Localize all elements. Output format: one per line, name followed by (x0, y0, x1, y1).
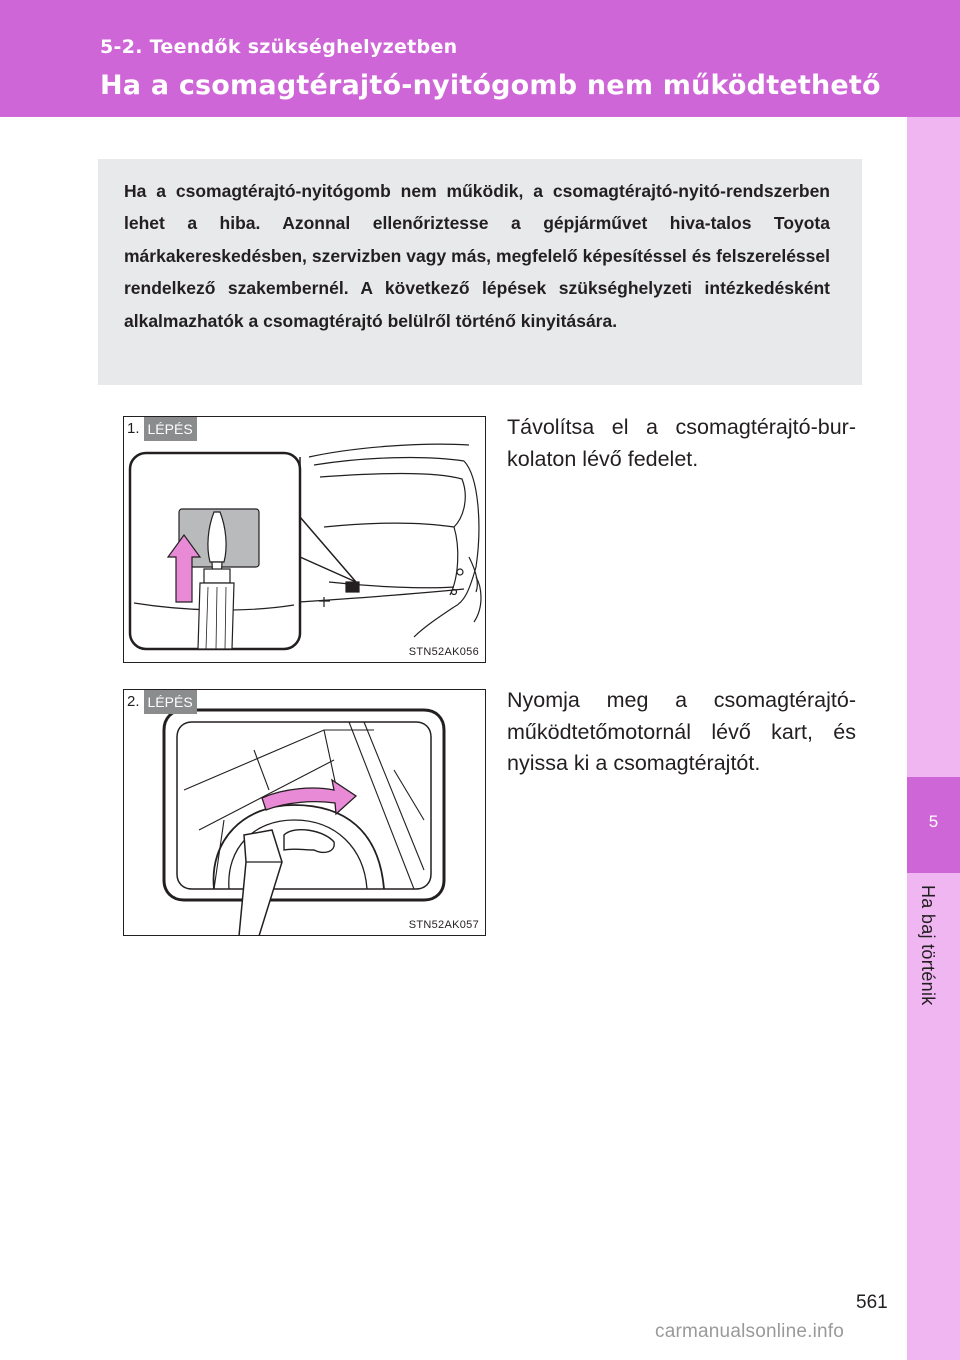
trim-cover-illustration (124, 417, 486, 663)
step-2-number: 2. (124, 690, 144, 714)
chapter-number: 5 (928, 812, 939, 831)
notice-text: Ha a csomagtérajtó-nyitógomb nem működik, a csomagtérajtó-nyitó-rendszerben lehet a hiba. Azonnal ellenőriztesse a gépjárművet hiva-talos Toyota márkakereskedésben, szervizben vagy más, megfelelő képesítéssel és felszereléssel rendelkező szakembernél. A következő lépések szükséghelyzeti intézkedésként alkalmazhatók a csomagtérajtó belülről történő kinyitására. (124, 181, 830, 331)
side-tab-top (907, 117, 960, 777)
step-2-label: LÉPÉS (144, 690, 197, 714)
chapter-name: Ha baj történik (918, 885, 938, 1006)
step-2-text: Nyomja meg a csomagtérajtó-működtetőmotornál lévő kart, és nyissa ki a csomagtérajtót. (507, 688, 856, 775)
watermark: carmanualsonline.info (655, 1321, 845, 1342)
notice-box (98, 159, 862, 385)
page-header (0, 0, 960, 117)
page-number: 561 (856, 1292, 888, 1313)
step-2-figure-code: STN52AK057 (408, 919, 479, 931)
step-1-figure-code: STN52AK056 (408, 646, 479, 658)
step-2-figure (123, 689, 486, 936)
step-1-label: LÉPÉS (144, 417, 197, 441)
step-1-figure (123, 416, 486, 663)
step-1-text: Távolítsa el a csomagtérajtó-bur-kolaton lévő fedelet. (507, 415, 856, 471)
section-title: 5-2. Teendők szükséghelyzetben (100, 36, 458, 58)
step-1-badge (124, 417, 197, 441)
page-title: Ha a csomagtérajtó-nyitógomb nem működtethető (100, 70, 881, 101)
lever-illustration (124, 690, 486, 936)
step-1-number: 1. (124, 417, 144, 441)
step-2-badge (124, 690, 197, 714)
